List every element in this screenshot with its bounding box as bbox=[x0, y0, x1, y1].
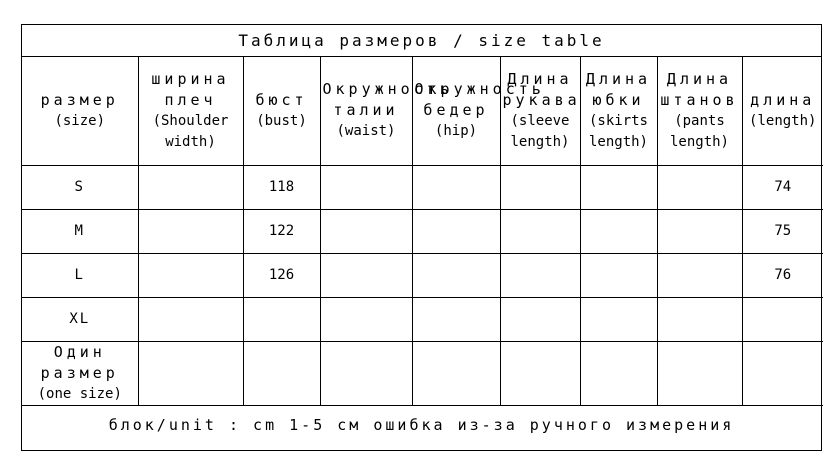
cell-bust: 118 bbox=[243, 165, 320, 209]
cell-skirts-length bbox=[580, 341, 657, 405]
unit-note: блок/unit : cm 1-5 см ошибка из-за ручного измерения bbox=[108, 415, 735, 434]
cell-length bbox=[742, 297, 823, 341]
cell-length: 74 bbox=[742, 165, 823, 209]
header-bust: бюст (bust) bbox=[243, 57, 320, 165]
size-table bbox=[22, 57, 823, 406]
header-sleeve-length: Длина рукава (sleeve length) bbox=[500, 57, 580, 165]
cell-waist bbox=[320, 341, 412, 405]
cell-skirts-length bbox=[580, 297, 657, 341]
cell-sleeve-length bbox=[500, 209, 580, 253]
cell-sleeve-length bbox=[500, 297, 580, 341]
table-row bbox=[22, 165, 823, 209]
cell-pants-length bbox=[657, 341, 742, 405]
cell-bust bbox=[243, 341, 320, 405]
cell-shoulder-width bbox=[138, 297, 243, 341]
cell-size: L bbox=[22, 253, 138, 297]
cell-shoulder-width bbox=[138, 165, 243, 209]
cell-waist bbox=[320, 165, 412, 209]
cell-length bbox=[742, 341, 823, 405]
cell-shoulder-width bbox=[138, 341, 243, 405]
header-pants-length: Длина штанов (pants length) bbox=[657, 57, 742, 165]
header-hip: Окружность бедер (hip) bbox=[412, 57, 500, 165]
cell-pants-length bbox=[657, 253, 742, 297]
cell-skirts-length bbox=[580, 209, 657, 253]
cell-sleeve-length bbox=[500, 165, 580, 209]
header-waist: Окружность талии (waist) bbox=[320, 57, 412, 165]
table-row bbox=[22, 341, 823, 405]
cell-skirts-length bbox=[580, 165, 657, 209]
header-row bbox=[22, 57, 823, 165]
cell-hip bbox=[412, 297, 500, 341]
cell-one-size: Один размер (one size) bbox=[22, 341, 138, 405]
cell-length: 75 bbox=[742, 209, 823, 253]
header-skirts-length: Длина юбки (skirts length) bbox=[580, 57, 657, 165]
header-shoulder-width: ширина плеч (Shoulder width) bbox=[138, 57, 243, 165]
chart-title: Таблица размеров / size table bbox=[22, 25, 821, 57]
cell-skirts-length bbox=[580, 253, 657, 297]
cell-bust bbox=[243, 297, 320, 341]
cell-size: M bbox=[22, 209, 138, 253]
table-row bbox=[22, 253, 823, 297]
cell-hip bbox=[412, 253, 500, 297]
cell-pants-length bbox=[657, 209, 742, 253]
cell-shoulder-width bbox=[138, 253, 243, 297]
table-row bbox=[22, 297, 823, 341]
cell-size: XL bbox=[22, 297, 138, 341]
cell-waist bbox=[320, 209, 412, 253]
cell-hip bbox=[412, 341, 500, 405]
header-length: длина (length) bbox=[742, 57, 823, 165]
cell-size: S bbox=[22, 165, 138, 209]
cell-waist bbox=[320, 253, 412, 297]
cell-hip bbox=[412, 165, 500, 209]
cell-waist bbox=[320, 297, 412, 341]
cell-sleeve-length bbox=[500, 253, 580, 297]
cell-pants-length bbox=[657, 297, 742, 341]
cell-bust: 122 bbox=[243, 209, 320, 253]
cell-hip bbox=[412, 209, 500, 253]
cell-shoulder-width bbox=[138, 209, 243, 253]
cell-sleeve-length bbox=[500, 341, 580, 405]
header-size: размер (size) bbox=[22, 57, 138, 165]
cell-bust: 126 bbox=[243, 253, 320, 297]
table-row bbox=[22, 209, 823, 253]
size-chart bbox=[21, 24, 822, 451]
cell-length: 76 bbox=[742, 253, 823, 297]
cell-pants-length bbox=[657, 165, 742, 209]
